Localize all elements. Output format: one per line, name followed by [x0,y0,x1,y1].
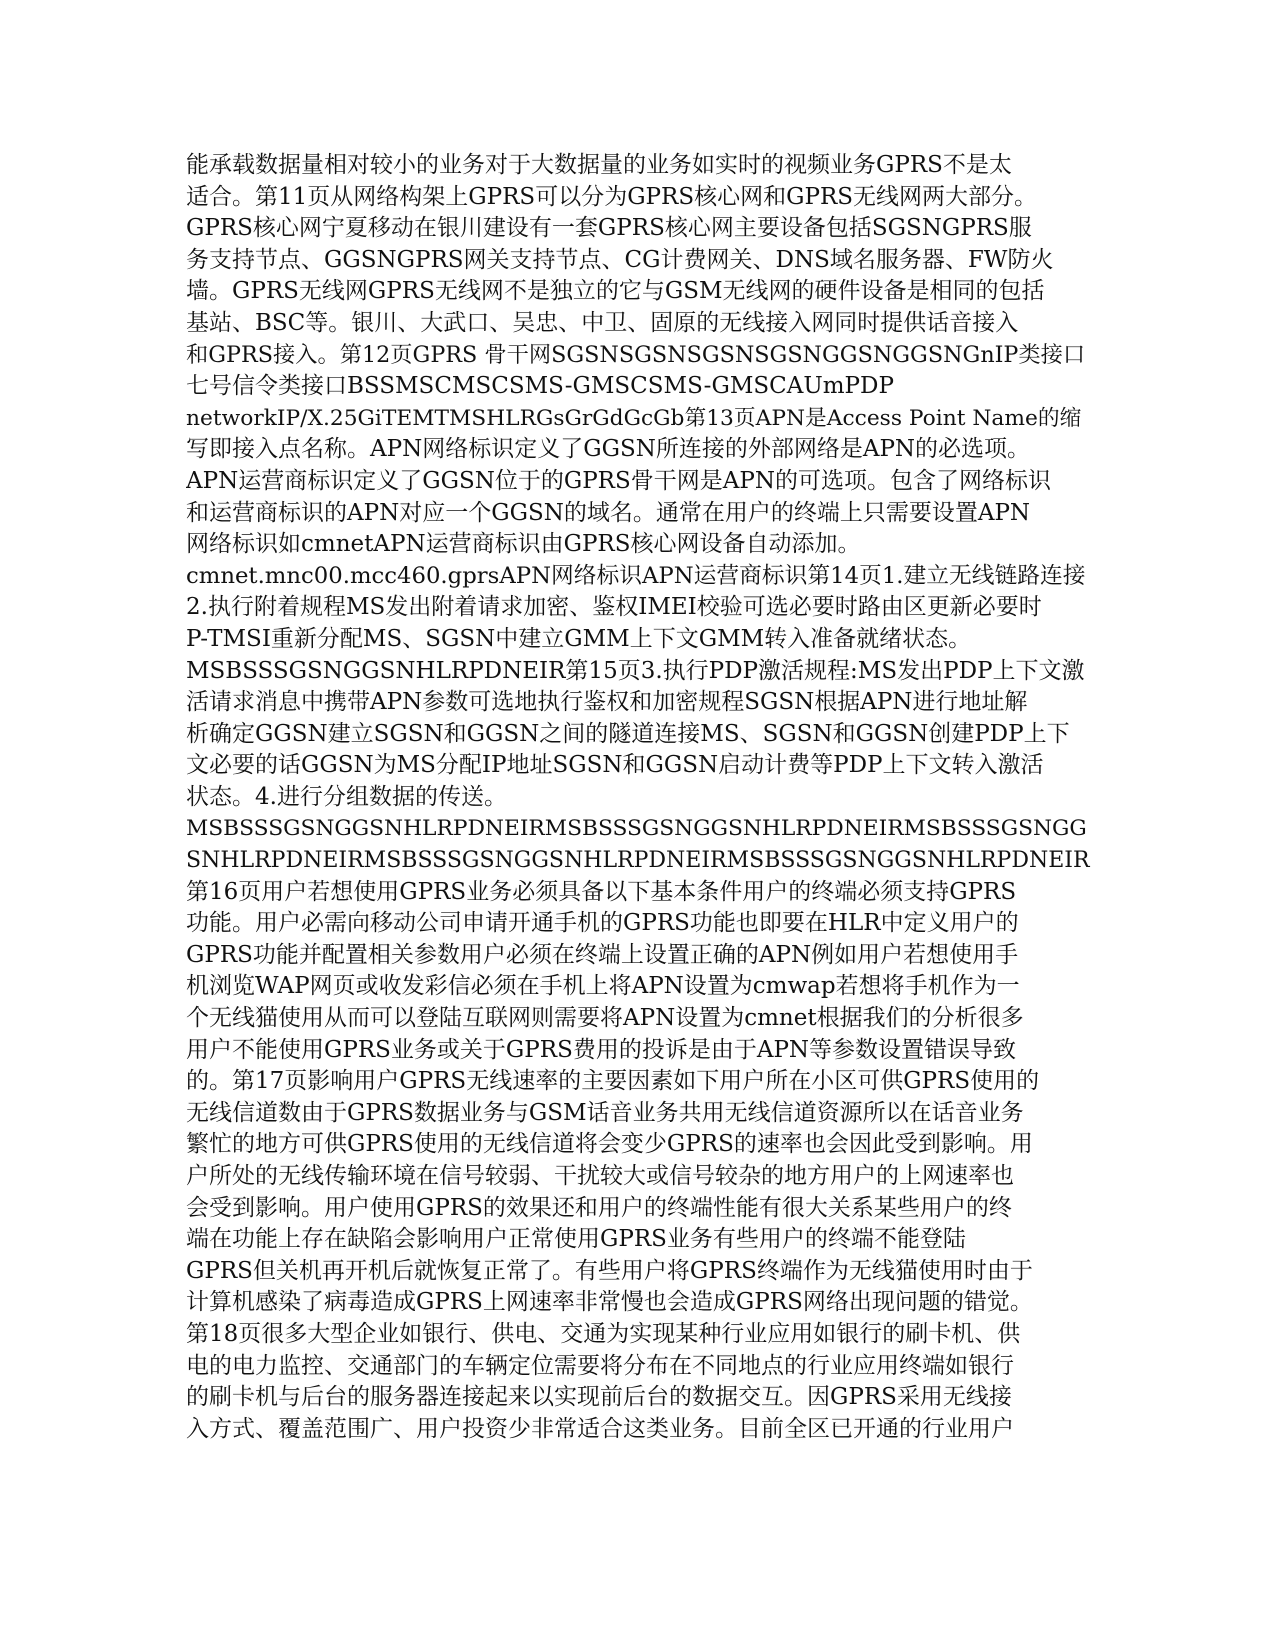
text-line: 状态。4.进行分组数据的传送。 [186,783,507,810]
text-line: 文必要的话GGSN为MS分配IP地址SGSN和GGSN启动计费等PDP上下文转入激活 [186,752,1044,779]
text-line: 电的电力监控、交通部门的车辆定位需要将分布在不同地点的行业应用终端如银行 [186,1352,1014,1379]
text-line: 基站、BSC等。银川、大武口、吴忠、中卫、固原的无线接入网同时提供话音接入 [186,309,1019,336]
text-line: 入方式、覆盖范围广、用户投资少非常适合这类业务。目前全区已开通的行业用户 [186,1415,1014,1442]
text-line: 机浏览WAP网页或收发彩信必须在手机上将APN设置为cmwap若想将手机作为一 [186,973,1020,1000]
text-line: MSBSSSGSNGGSNHLRPDNEIR第15页3.执行PDP激活规程:MS发出PDP上下文激 [186,657,1085,684]
text-line: 的刷卡机与后台的服务器连接起来以实现前后台的数据交互。因GPRS采用无线接 [186,1384,1012,1411]
text-line: cmnet.mnc00.mcc460.gprsAPN网络标识APN运营商标识第14页1.建立无线链路连接 [186,562,1086,589]
text-line: 2.执行附着规程MS发出附着请求加密、鉴权IMEI校验可选必要时路由区更新必要时 [186,594,1042,621]
text-line: 繁忙的地方可供GPRS使用的无线信道将会变少GPRS的速率也会因此受到影响。用 [186,1131,1033,1158]
text-line: GPRS但关机再开机后就恢复正常了。有些用户将GPRS终端作为无线猫使用时由于 [186,1257,1033,1284]
text-line: GPRS核心网宁夏移动在银川建设有一套GPRS核心网主要设备包括SGSNGPRS服 [186,215,1032,242]
text-line: 用户不能使用GPRS业务或关于GPRS费用的投诉是由于APN等参数设置错误导致 [186,1036,1017,1063]
text-line: SNHLRPDNEIRMSBSSSGSNGGSNHLRPDNEIRMSBSSSGSNGGSNHLRPDNEIR [186,848,1090,874]
text-line: 个无线猫使用从而可以登陆互联网则需要将APN设置为cmnet根据我们的分析很多 [186,1005,1024,1032]
text-line: MSBSSSGSNGGSNHLRPDNEIRMSBSSSGSNGGSNHLRPDNEIRMSBSSSGSNGG [186,816,1087,842]
text-line: 能承载数据量相对较小的业务对于大数据量的业务如实时的视频业务GPRS不是太 [186,152,1012,178]
text-line: 网络标识如cmnetAPN运营商标识由GPRS核心网设备自动添加。 [186,531,861,558]
text-line: 户所处的无线传输环境在信号较弱、干扰较大或信号较杂的地方用户的上网速率也 [186,1163,1014,1189]
text-line: 七号信令类接口BSSMSCMSCSMS-GMSCSMS-GMSCAUmPDP [186,373,894,400]
text-line: 墙。GPRS无线网GPRS无线网不是独立的它与GSM无线网的硬件设备是相同的包括 [186,278,1045,305]
text-line: 务支持节点、GGSNGPRS网关支持节点、CG计费网关、DNS域名服务器、FW防火 [186,246,1054,273]
text-line: 和GPRS接入。第12页GPRS 骨干网SGSNSGSNSGSNSGSNGGSNGGSNGnIP类接口 [186,341,1086,368]
text-line: 析确定GGSN建立SGSN和GGSN之间的隧道连接MS、SGSN和GGSN创建PDP上下 [186,720,1070,747]
text-line: 计算机感染了病毒造成GPRS上网速率非常慢也会造成GPRS网络出现问题的错觉。 [186,1289,1033,1316]
text-line: APN运营商标识定义了GGSN位于的GPRS骨干网是APN的可选项。包含了网络标识 [186,467,1051,494]
text-line: 无线信道数由于GPRS数据业务与GSM话音业务共用无线信道资源所以在话音业务 [186,1099,1024,1126]
text-line: 端在功能上存在缺陷会影响用户正常使用GPRS业务有些用户的终端不能登陆 [186,1226,966,1253]
text-line: 活请求消息中携带APN参数可选地执行鉴权和加密规程SGSN根据APN进行地址解 [186,689,1028,716]
text-line: 功能。用户必需向移动公司申请开通手机的GPRS功能也即要在HLR中定义用户的 [186,910,1019,937]
text-line: networkIP/X.25GiTEMTMSHLRGsGrGdGcGb第13页APN是Access Point Name的缩 [186,405,1082,431]
text-line: GPRS功能并配置相关参数用户必须在终端上设置正确的APN例如用户若想使用手 [186,941,1019,968]
text-line: 的。第17页影响用户GPRS无线速率的主要因素如下用户所在小区可供GPRS使用的 [186,1068,1040,1095]
body-text [186,150,1091,1445]
text-line: 适合。第11页从网络构架上GPRS可以分为GPRS核心网和GPRS无线网两大部分。 [186,183,1038,210]
text-line: 第16页用户若想使用GPRS业务必须具备以下基本条件用户的终端必须支持GPRS [186,878,1017,905]
text-line: P-TMSI重新分配MS、SGSN中建立GMM上下文GMM转入准备就绪状态。 [186,625,972,652]
text-line: 会受到影响。用户使用GPRS的效果还和用户的终端性能有很大关系某些用户的终 [186,1194,1012,1221]
text-line: 第18页很多大型企业如银行、供电、交通为实现某种行业应用如银行的刷卡机、供 [186,1320,1021,1347]
text-line: 和运营商标识的APN对应一个GGSN的域名。通常在用户的终端上只需要设置APN [186,499,1031,526]
text-line: 写即接入点名称。APN网络标识定义了GGSN所连接的外部网络是APN的必选项。 [186,436,1031,463]
